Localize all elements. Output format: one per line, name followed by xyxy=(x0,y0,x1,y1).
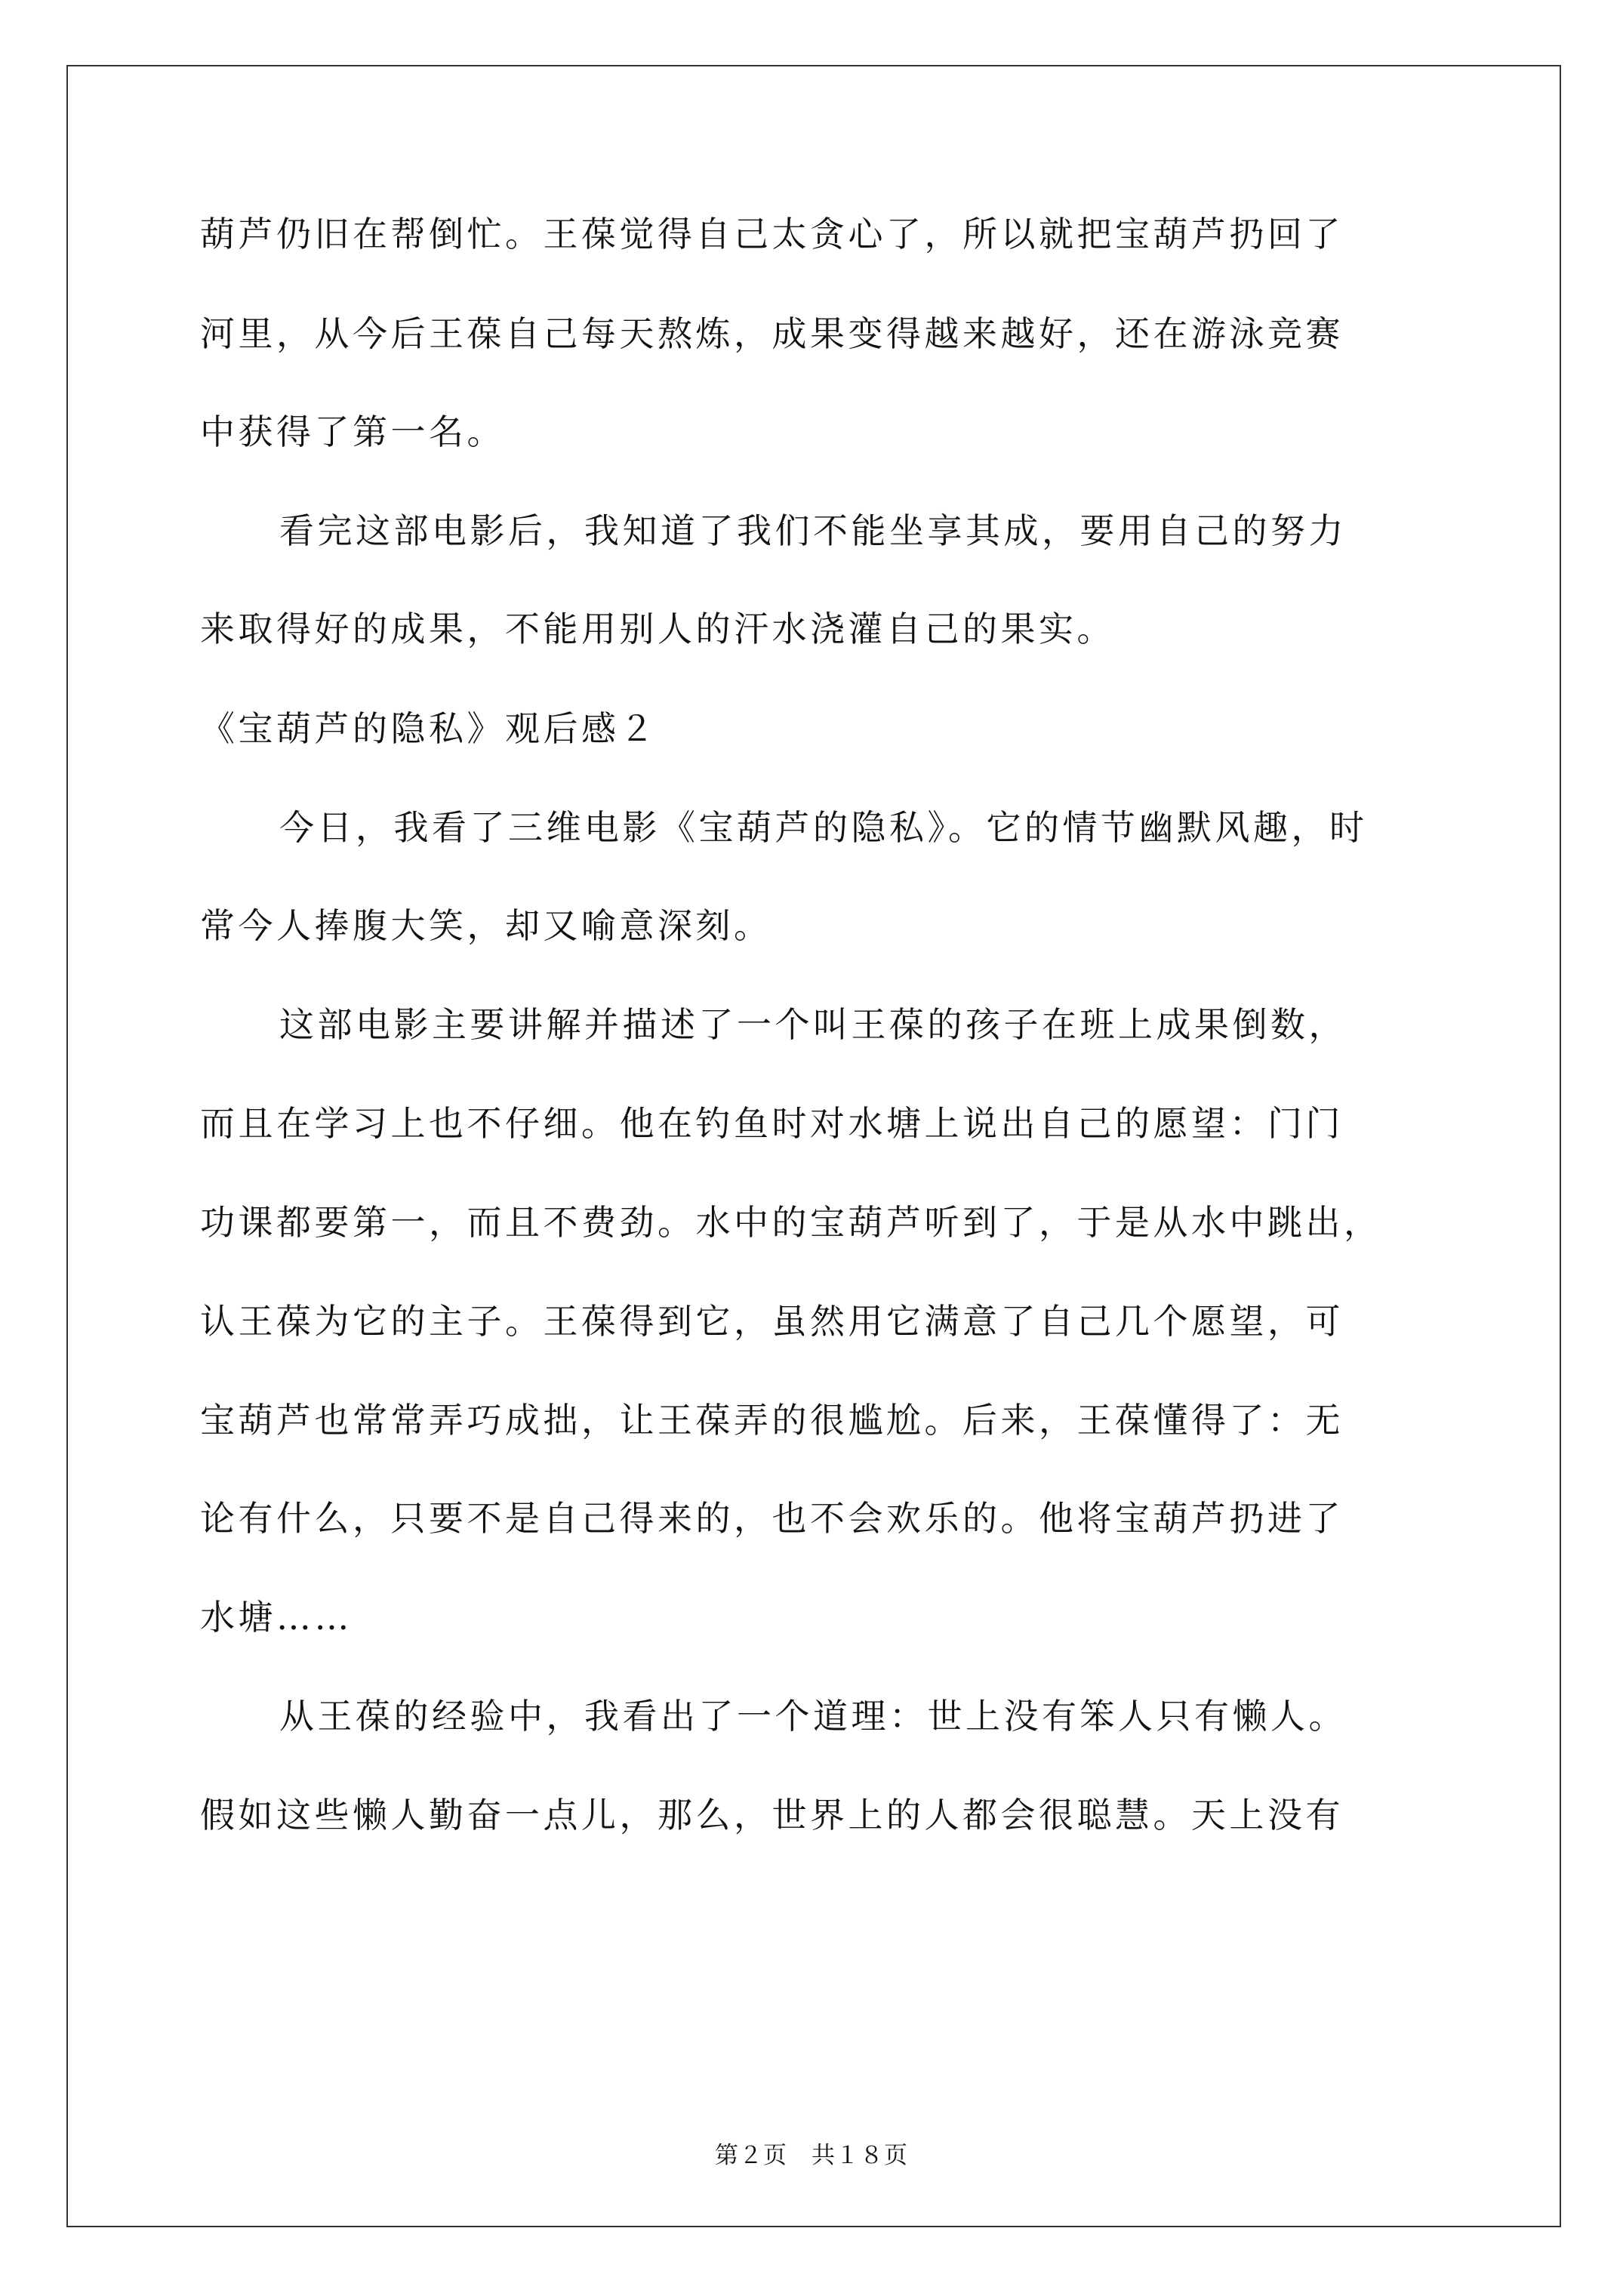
text-line: 看完这部电影后，我知道了我们不能坐享其成，要用自己的努力 xyxy=(279,510,1347,551)
text-line: 这部电影主要讲解并描述了一个叫王葆的孩子在班上成果倒数， xyxy=(279,1004,1347,1045)
page-border xyxy=(66,65,1561,2227)
text-line: 中获得了第一名。 xyxy=(200,411,505,452)
text-line: 来取得好的成果，不能用别人的汗水浇灌自己的果实。 xyxy=(200,609,1115,649)
text-line: 水塘…… xyxy=(200,1597,353,1638)
text-line: 河里，从今后王葆自己每天熬炼，成果变得越来越好，还在游泳竞赛 xyxy=(200,313,1344,354)
text-line: 葫芦仍旧在帮倒忙。王葆觉得自己太贪心了，所以就把宝葫芦扔回了 xyxy=(200,214,1344,254)
text-line: 从王葆的经验中，我看出了一个道理：世上没有笨人只有懒人。 xyxy=(279,1696,1347,1737)
text-line: 宝葫芦也常常弄巧成拙，让王葆弄的很尴尬。后来，王葆懂得了：无 xyxy=(200,1400,1344,1441)
section-heading: 《宝葫芦的隐私》观后感２ xyxy=(200,708,658,749)
text-line: 论有什么，只要不是自己得来的，也不会欢乐的。他将宝葫芦扔进了 xyxy=(200,1498,1344,1539)
text-line: 常今人捧腹大笑，却又喻意深刻。 xyxy=(200,905,772,946)
text-line: 假如这些懒人勤奋一点儿，那么，世界上的人都会很聪慧。天上没有 xyxy=(200,1795,1344,1835)
page-number: 第２页 共１８页 xyxy=(715,2142,908,2169)
text-line: 今日，我看了三维电影《宝葫芦的隐私》。它的情节幽默风趣，时 xyxy=(279,807,1368,848)
text-line: 而且在学习上也不仔细。他在钓鱼时对水塘上说出自己的愿望：门门 xyxy=(200,1103,1344,1144)
text-line: 认王葆为它的主子。王葆得到它，虽然用它满意了自己几个愿望，可 xyxy=(200,1301,1344,1342)
text-line: 功课都要第一，而且不费劲。水中的宝葫芦听到了，于是从水中跳出， xyxy=(200,1202,1382,1243)
